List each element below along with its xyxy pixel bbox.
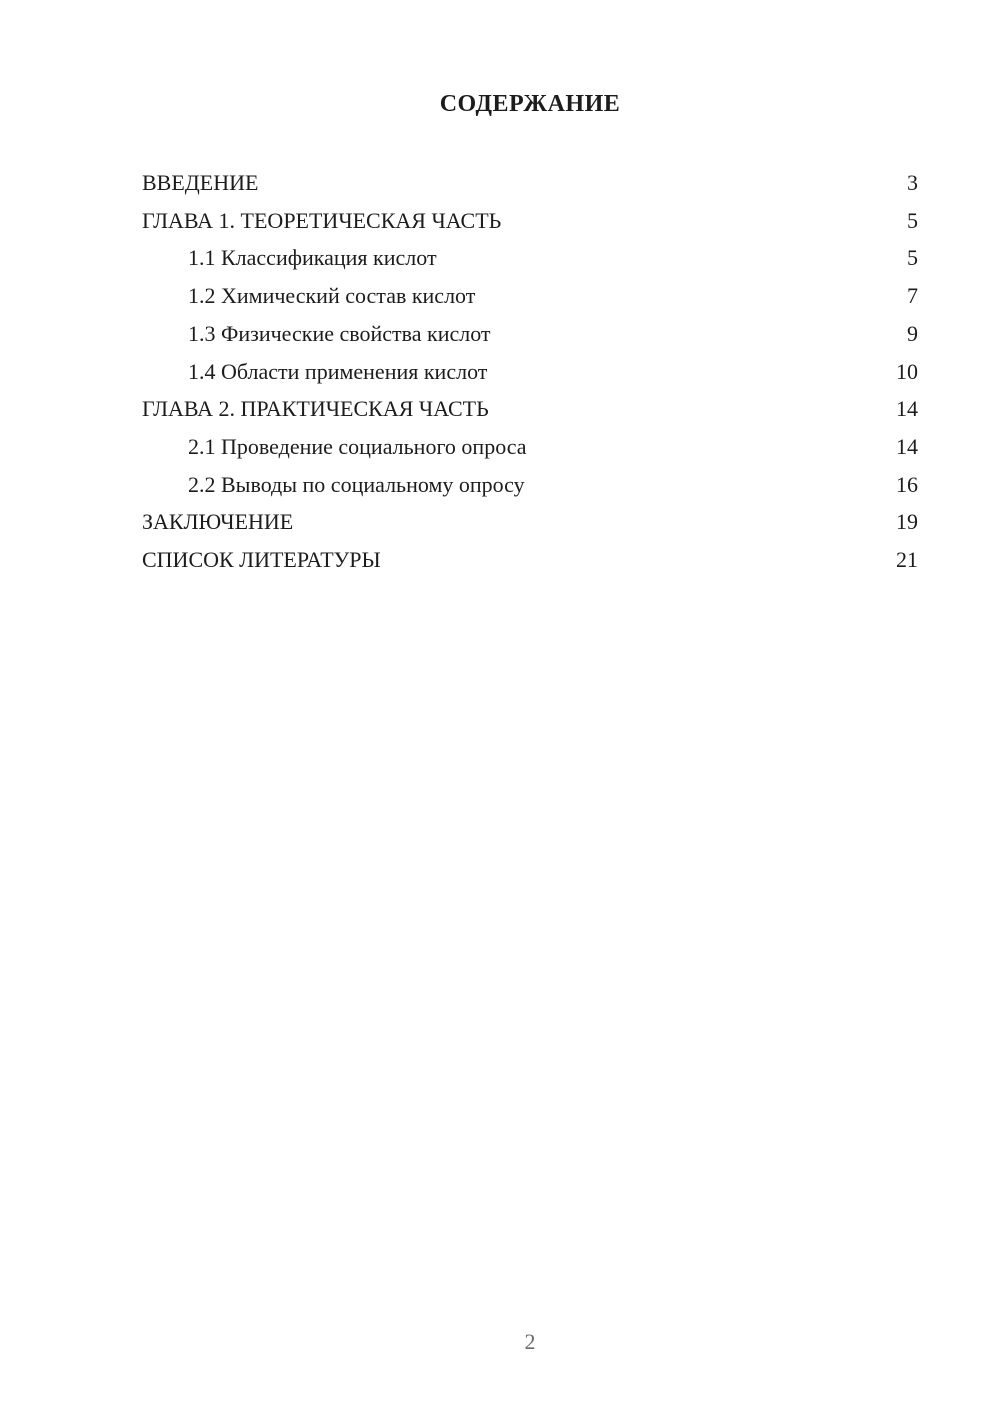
toc-entry-label: 1.1 Классификация кислот	[188, 245, 437, 271]
toc-entry-page-number: 3	[907, 170, 918, 195]
toc-entry	[142, 541, 918, 579]
toc-entry	[142, 466, 918, 504]
toc-entry	[142, 428, 918, 466]
toc-entry-label: 2.1 Проведение социального опроса	[188, 433, 527, 459]
toc-entry	[142, 239, 918, 277]
toc-entry	[142, 202, 918, 240]
toc-entry-label: ГЛАВА 1. ТЕОРЕТИЧЕСКАЯ ЧАСТЬ	[142, 207, 502, 233]
footer-page-number: 2	[524, 1329, 536, 1354]
toc-entry-page-number: 7	[907, 283, 918, 309]
toc-entry	[142, 353, 918, 391]
toc-entry-label: ЗАКЛЮЧЕНИЕ	[142, 509, 294, 535]
toc-entry-label: 1.2 Химический состав кислот	[188, 283, 476, 309]
toc-entry-page-number: 5	[907, 207, 918, 233]
toc-entry	[142, 277, 918, 315]
toc-entry	[142, 390, 918, 428]
toc-entry-label: СПИСОК ЛИТЕРАТУРЫ	[142, 547, 381, 573]
toc-entry-label: ВВЕДЕНИЕ	[142, 170, 259, 195]
toc-title: СОДЕРЖАНИЕ	[439, 91, 621, 117]
toc-entry-page-number: 21	[896, 547, 918, 573]
toc-entry	[142, 164, 918, 202]
toc-entry-page-number: 16	[896, 471, 918, 497]
toc-list	[142, 164, 918, 579]
toc-content	[142, 90, 918, 579]
toc-entry-page-number: 10	[896, 358, 918, 384]
toc-entry-label: 1.3 Физические свойства кислот	[188, 320, 491, 346]
toc-entry-page-number: 14	[896, 396, 918, 422]
toc-entry	[142, 315, 918, 353]
toc-entry-label: 1.4 Области применения кислот	[188, 358, 488, 384]
toc-entry-page-number: 14	[896, 433, 918, 459]
toc-entry-page-number: 5	[907, 245, 918, 271]
toc-entry-page-number: 9	[907, 320, 918, 346]
toc-entry-label: ГЛАВА 2. ПРАКТИЧЕСКАЯ ЧАСТЬ	[142, 396, 489, 422]
toc-entry-label: 2.2 Выводы по социальному опросу	[188, 471, 525, 497]
toc-entry	[142, 503, 918, 541]
toc-entry-page-number: 19	[896, 509, 918, 535]
